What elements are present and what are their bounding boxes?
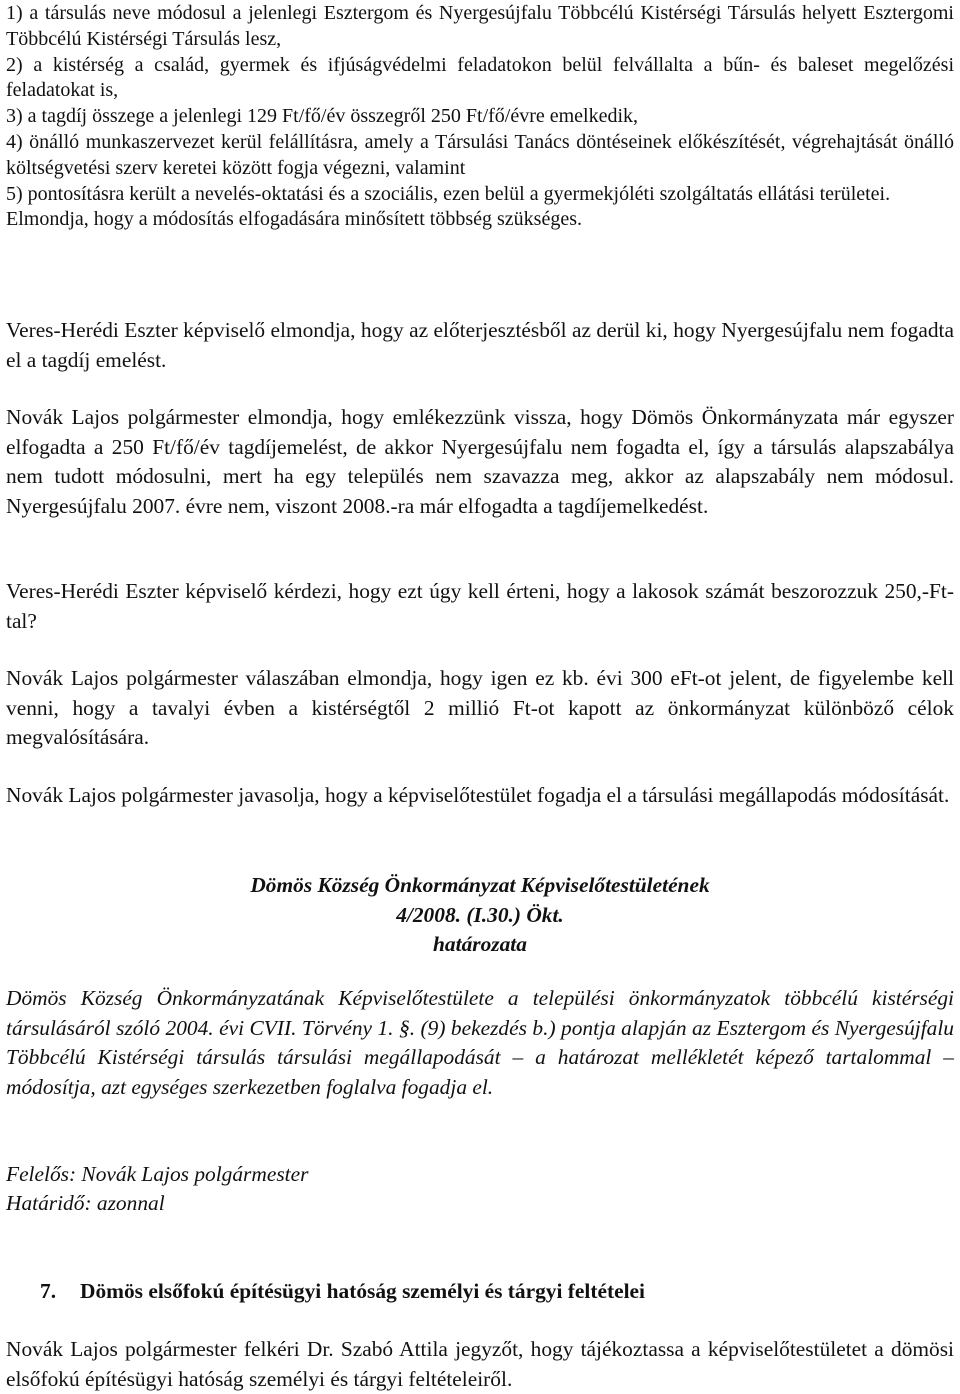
resolution-heading: [0, 871, 960, 960]
paragraph-novak-1: Novák Lajos polgármester elmondja, hogy emlékezzünk vissza, hogy Dömös Önkormányzata már egyszer elfogadta a 250 Ft/fő/év tagdíjemelést, de akkor Nyergesújfalu nem fogadta el, így a társulás alapszabálya nem tudott módosulni, mert ha egy település nem szavazza meg, akkor az alapszabály nem módosul. Nyergesújfalu 2007. évre nem, viszont 2008.-ra már elfogadta a tagdíjemelkedést.: [6, 405, 954, 518]
resolution-deadline: Határidő: azonnal: [6, 1191, 165, 1215]
section-heading: [40, 1277, 645, 1306]
section-title: Dömös elsőfokú építésügyi hatóság személyi és tárgyi feltételei: [80, 1279, 645, 1303]
paragraph-novak-3: Novák Lajos polgármester javasolja, hogy a képviselőtestület fogadja el a társulási megállapodás módosítását.: [6, 783, 950, 807]
list-item-1: 1) a társulás neve módosul a jelenlegi Esztergom és Nyergesújfalu Többcélú Kistérségi Társulás helyett Esztergomi Többcélú Kistérségi Társulás lesz,: [6, 2, 954, 50]
list-item-4: 4) önálló munkaszervezet kerül felállításra, amely a Társulási Tanács döntéseinek előkészítését, végrehajtását önálló költségvetési szerv keretei között fogja végezni, valamint: [6, 130, 954, 179]
paragraph-veres-1: Veres-Herédi Eszter képviselő elmondja, hogy az előterjesztésből az derül ki, hogy Nyergesújfalu nem fogadta el a tagdíj emelést.: [6, 318, 954, 372]
resolution-heading-line1: Dömös Község Önkormányzat Képviselőtestületének: [250, 873, 710, 897]
resolution-body: Dömös Község Önkormányzatának Képviselőtestülete a települési önkormányzatok többcélú kistérségi társulásáról szóló 2004. évi CVII. Törvény 1. §. (9) bekezdés b.) pontja alapján az Esztergom és Nyergesújfalu Többcélú Kistérségi társulás társulási megállapodását – a határozat mellékletét képező tartalommal – módosítja, azt egységes szerkezetben foglalva fogadja el.: [6, 986, 954, 1099]
amendment-list: [6, 1, 954, 233]
closing-paragraph: Novák Lajos polgármester felkéri Dr. Szabó Attila jegyzőt, hogy tájékoztassa a képviselőtestületet a dömösi elsőfokú építésügyi hatóság személyi és tárgyi feltételeiről.: [6, 1337, 954, 1391]
section-number: 7.: [40, 1279, 57, 1303]
resolution-responsible: Felelős: Novák Lajos polgármester: [6, 1162, 309, 1186]
list-item-5: 5) pontosításra került a nevelés-oktatási és a szociális, ezen belül a gyermekjóléti szolgáltatás ellátási területei.: [6, 182, 891, 205]
resolution-number: 4/2008. (I.30.) Ökt.: [396, 902, 564, 927]
paragraph-novak-2: Novák Lajos polgármester válaszában elmondja, hogy igen ez kb. évi 300 eFt-ot jelent, de figyelembe kell venni, hogy a tavalyi évben a kistérségtől 2 millió Ft-ot kapott az önkormányzat különböző célok megvalósítására.: [6, 666, 954, 750]
majority-note: Elmondja, hogy a módosítás elfogadására minősített többség szükséges.: [6, 208, 582, 231]
resolution-heading-line3: határozata: [433, 932, 527, 956]
list-item-3: 3) a tagdíj összege a jelenlegi 129 Ft/fő/év összegről 250 Ft/fő/évre emelkedik,: [6, 105, 639, 128]
list-item-2: 2) a kistérség a család, gyermek és ifjúságvédelmi feladatokon belül felvállalta a bűn- és baleset megelőzési feladatokat is,: [6, 53, 954, 102]
paragraph-veres-2: Veres-Herédi Eszter képviselő kérdezi, hogy ezt úgy kell érteni, hogy a lakosok számát beszorozzuk 250,-Ft-tal?: [6, 579, 954, 633]
